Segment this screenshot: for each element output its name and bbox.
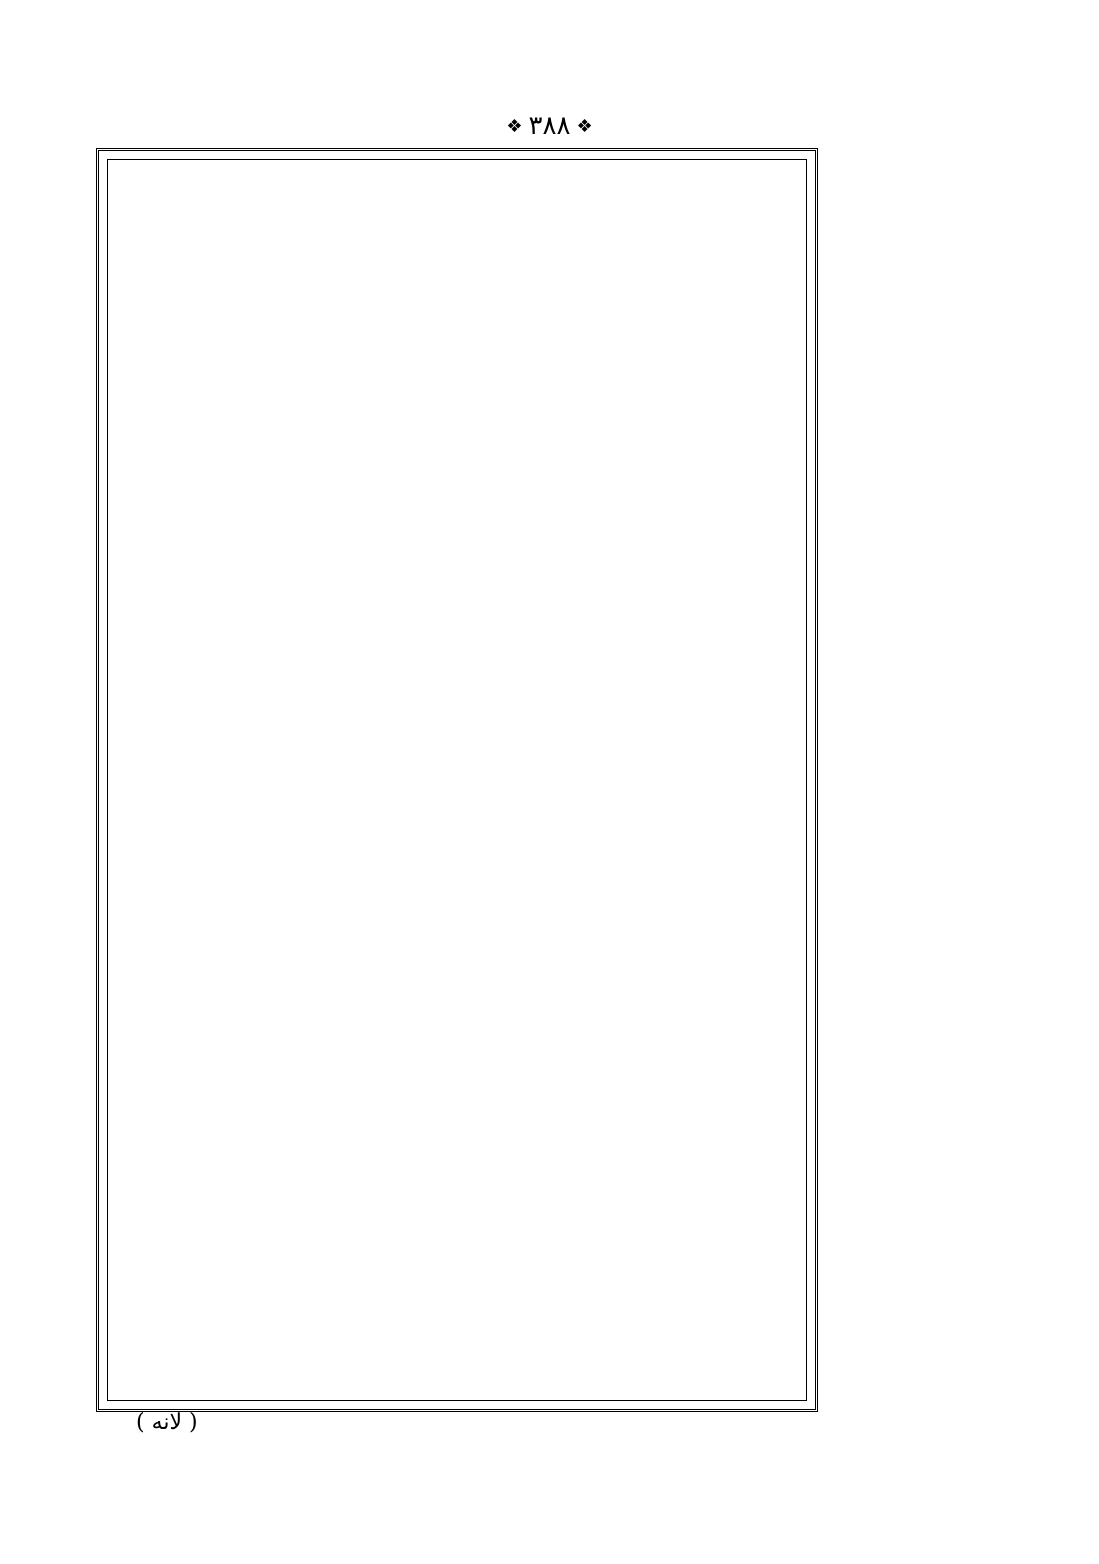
- page-number-value: ٣٨٨: [528, 111, 571, 141]
- main-text: [117, 163, 797, 1397]
- page-header: [110, 106, 989, 146]
- bottom-line-text: [250, 1416, 1003, 1456]
- catchword: ( لانه ): [136, 1410, 198, 1435]
- main-text-frame: [96, 148, 818, 1412]
- ornament-icon: ❖: [576, 115, 593, 137]
- page-number: [490, 111, 608, 141]
- ornament-icon: ❖: [506, 115, 523, 137]
- side-gloss-column: [820, 148, 1006, 1412]
